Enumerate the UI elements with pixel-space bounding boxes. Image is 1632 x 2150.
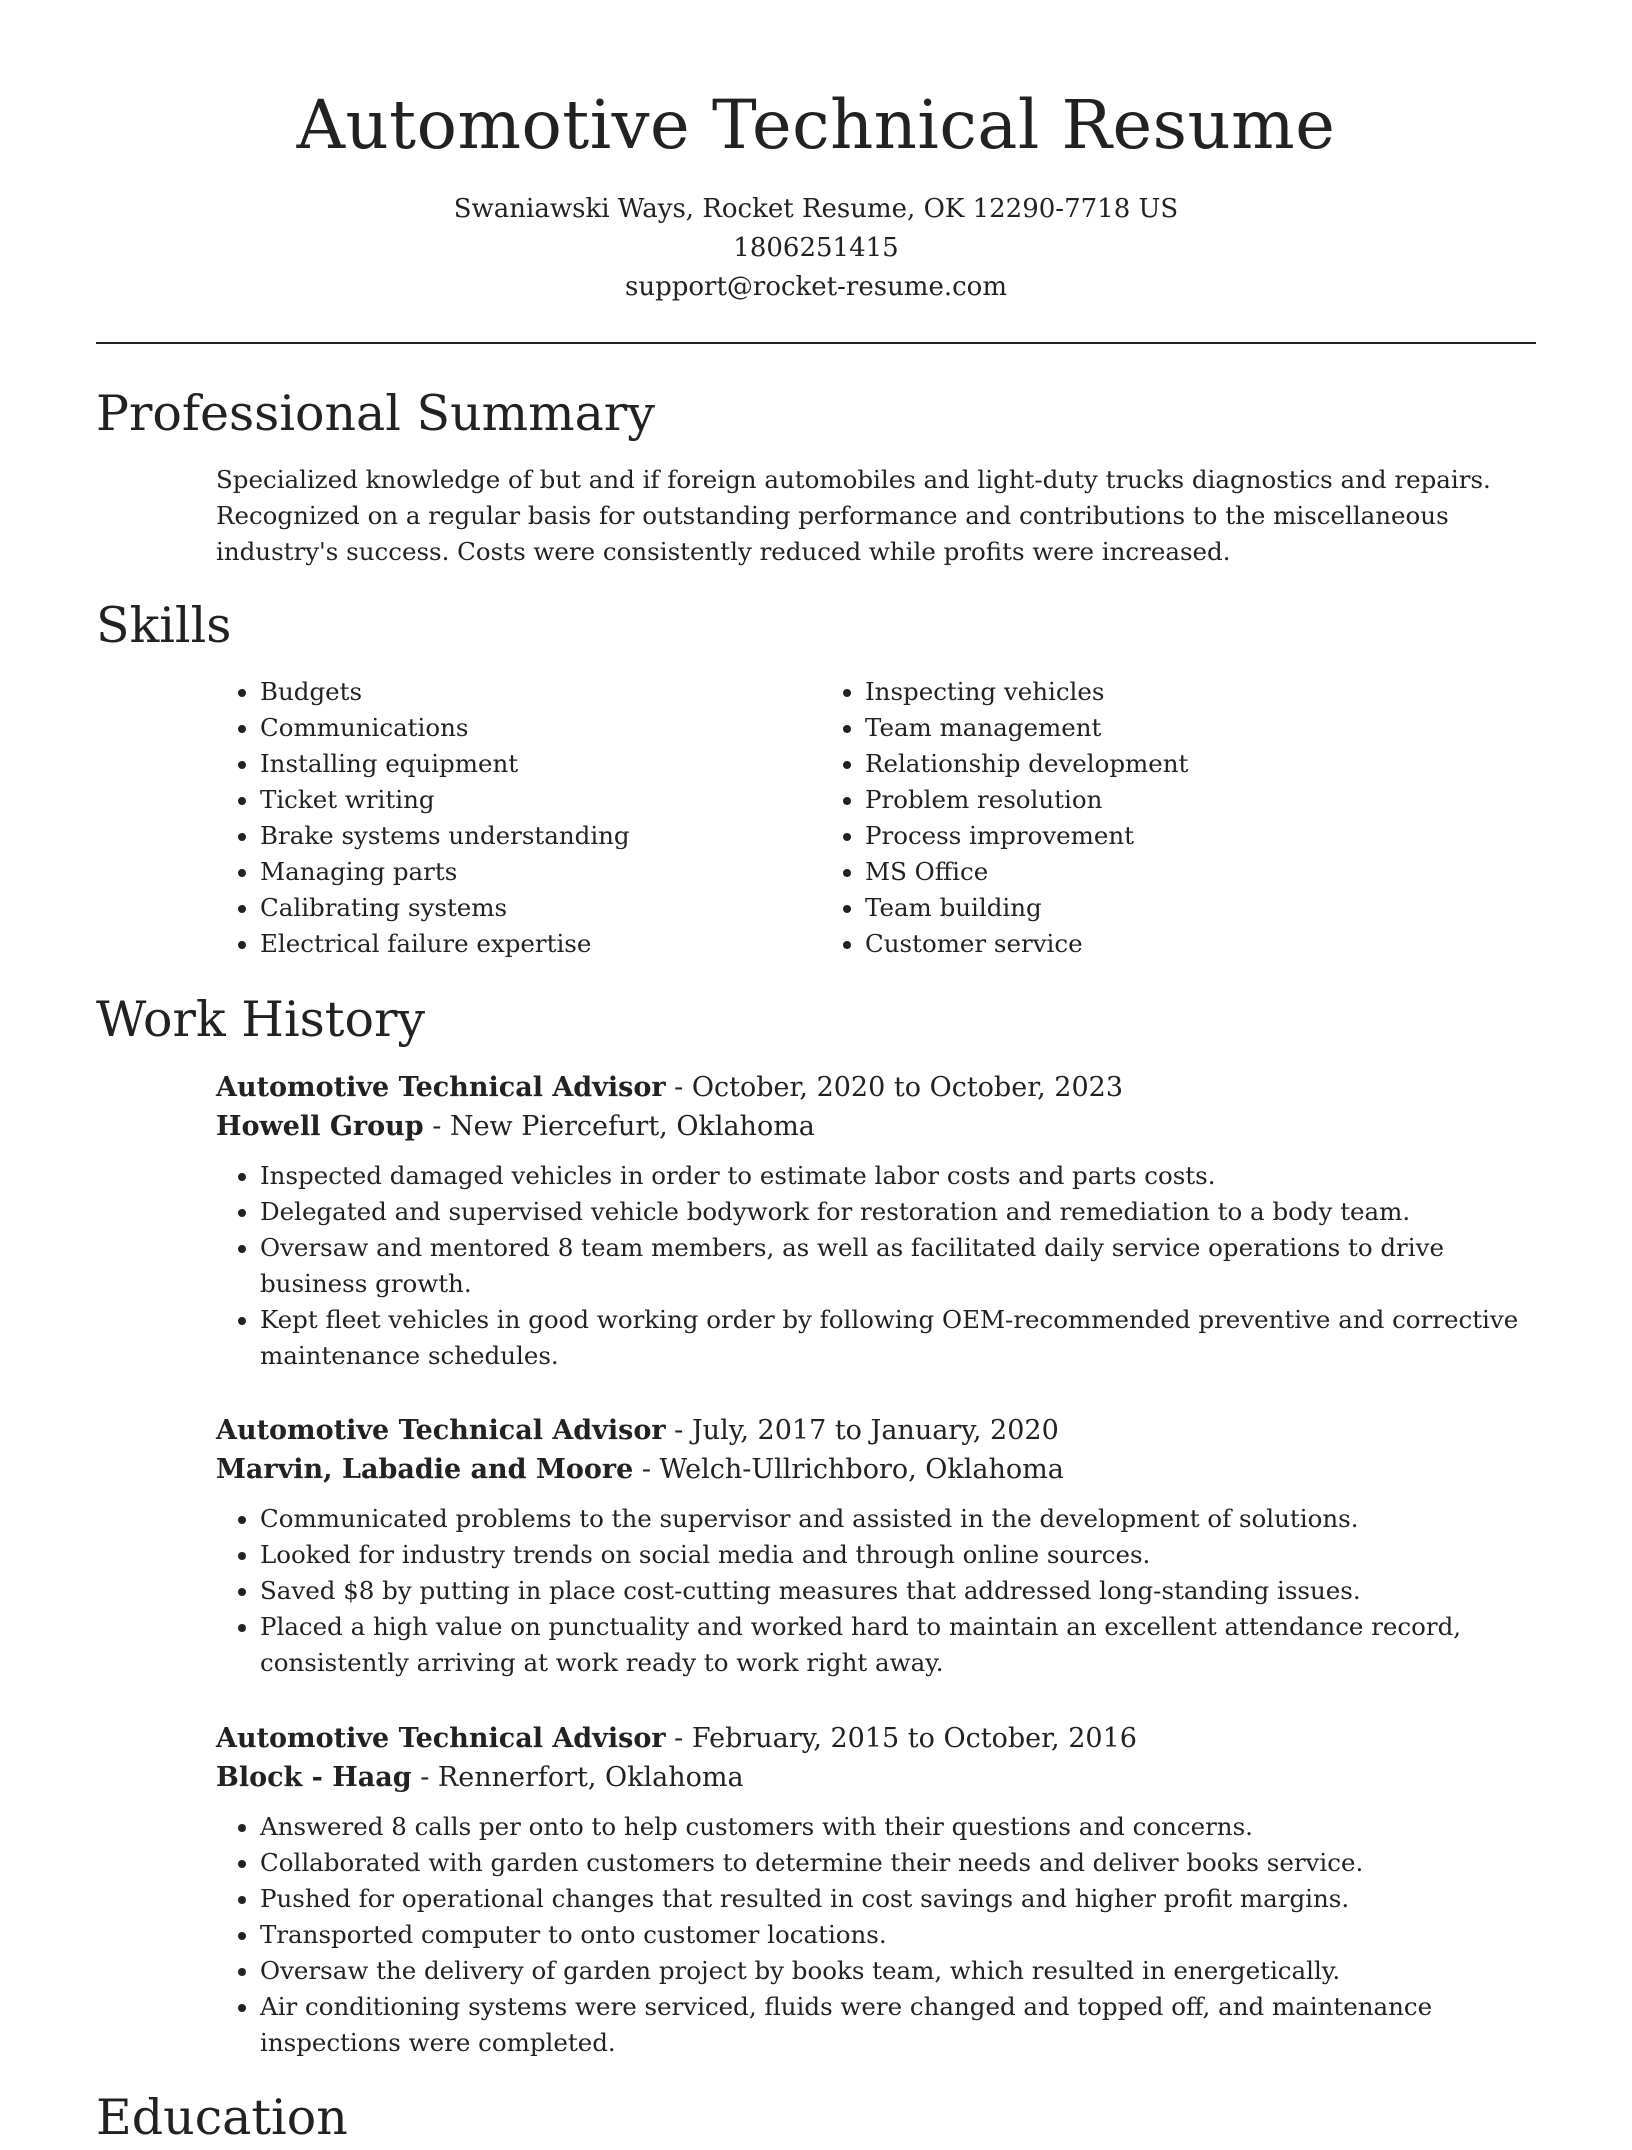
email-text: support@rocket-resume.com xyxy=(624,272,1007,302)
job-company-line xyxy=(216,1107,1536,1146)
job-bullets xyxy=(216,1809,1536,2061)
job-bullet: • Placed a high value on punctuality and worked hard to maintain an excellent attendance record, consistently arriving at work ready to work right away. xyxy=(260,1609,1536,1681)
job-entry xyxy=(216,1411,1536,1681)
job-title: Automotive Technical Advisor xyxy=(216,1415,666,1446)
skills-list xyxy=(216,674,1536,962)
job-company-line xyxy=(216,1758,1536,1797)
job-dates: - July, 2017 to January, 2020 xyxy=(665,1415,1059,1446)
skill-item: • Team building xyxy=(865,890,1426,926)
job-title-line xyxy=(216,1068,1536,1107)
job-bullet: • Collaborated with garden customers to determine their needs and deliver books service. xyxy=(260,1845,1536,1881)
resume-title: Automotive Technical Resume xyxy=(296,86,1336,164)
job-location: - Welch-Ullrichboro, Oklahoma xyxy=(633,1454,1064,1485)
job-bullet: • Delegated and supervised vehicle bodywork for restoration and remediation to a body team. xyxy=(260,1194,1536,1230)
summary-text: Specialized knowledge of but and if foreign automobiles and light-duty trucks diagnostics and repairs. Recognized on a regular basis for outstanding performance and contributions to the miscellaneous industry's success. Costs were consistently reduced while profits were increased. xyxy=(216,465,1491,566)
job-title: Automotive Technical Advisor xyxy=(216,1072,666,1103)
skill-item: • Managing parts xyxy=(260,854,821,890)
job-dates: - February, 2015 to October, 2016 xyxy=(665,1723,1137,1754)
job-title-line xyxy=(216,1719,1536,1758)
job-bullets xyxy=(216,1501,1536,1681)
skill-item: • Relationship development xyxy=(865,746,1426,782)
job-entry xyxy=(216,1068,1536,1374)
skills-column-left xyxy=(216,674,821,962)
skill-item: • Brake systems understanding xyxy=(260,818,821,854)
skill-item: • Process improvement xyxy=(865,818,1426,854)
phone-text: 1806251415 xyxy=(733,233,899,263)
address-text: Swaniawski Ways, Rocket Resume, OK 12290-7718 US xyxy=(453,194,1179,224)
job-bullet: • Pushed for operational changes that resulted in cost savings and higher profit margins. xyxy=(260,1881,1536,1917)
job-company-line xyxy=(216,1450,1536,1489)
job-bullet: • Saved $8 by putting in place cost-cutting measures that addressed long-standing issues. xyxy=(260,1573,1536,1609)
job-title: Automotive Technical Advisor xyxy=(216,1723,666,1754)
job-bullets xyxy=(216,1158,1536,1374)
job-bullet: • Air conditioning systems were serviced, fluids were changed and topped off, and maintenance inspections were completed. xyxy=(260,1989,1536,2061)
job-bullet: • Transported computer to onto customer locations. xyxy=(260,1917,1536,1953)
header-divider xyxy=(96,342,1536,344)
job-title-line xyxy=(216,1411,1536,1450)
job-entry xyxy=(216,1719,1536,2061)
skill-item: • Installing equipment xyxy=(260,746,821,782)
skill-item: • Calibrating systems xyxy=(260,890,821,926)
skill-item: • Budgets xyxy=(260,674,821,710)
job-bullet: • Answered 8 calls per onto to help customers with their questions and concerns. xyxy=(260,1809,1536,1845)
skill-item: • Customer service xyxy=(865,926,1426,962)
skills-column-right xyxy=(821,674,1426,962)
job-company: Block - Haag xyxy=(216,1762,412,1793)
job-company: Howell Group xyxy=(216,1111,424,1142)
job-location: - Rennerfort, Oklahoma xyxy=(411,1762,744,1793)
summary-heading: Professional Summary xyxy=(96,385,655,442)
contact-info xyxy=(96,190,1536,307)
skill-item: • Inspecting vehicles xyxy=(865,674,1426,710)
skill-item: • Communications xyxy=(260,710,821,746)
skill-item: • Problem resolution xyxy=(865,782,1426,818)
job-bullet: • Kept fleet vehicles in good working order by following OEM-recommended preventive and corrective maintenance schedules. xyxy=(260,1302,1536,1374)
job-dates: - October, 2020 to October, 2023 xyxy=(665,1072,1124,1103)
resume-header xyxy=(96,82,1536,307)
skill-item: • Team management xyxy=(865,710,1426,746)
job-bullet: • Inspected damaged vehicles in order to estimate labor costs and parts costs. xyxy=(260,1158,1536,1194)
education-heading: Education xyxy=(96,2089,348,2146)
job-bullet: • Communicated problems to the supervisor and assisted in the development of solutions. xyxy=(260,1501,1536,1537)
job-bullet: • Looked for industry trends on social media and through online sources. xyxy=(260,1537,1536,1573)
job-bullet: • Oversaw the delivery of garden project by books team, which resulted in energetically. xyxy=(260,1953,1536,1989)
skills-heading: Skills xyxy=(96,597,232,654)
skill-item: • Electrical failure expertise xyxy=(260,926,821,962)
work-history-heading: Work History xyxy=(96,991,426,1048)
job-location: - New Piercefurt, Oklahoma xyxy=(423,1111,815,1142)
skill-item: • MS Office xyxy=(865,854,1426,890)
job-bullet: • Oversaw and mentored 8 team members, as well as facilitated daily service operations to drive business growth. xyxy=(260,1230,1536,1302)
skill-item: • Ticket writing xyxy=(260,782,821,818)
job-company: Marvin, Labadie and Moore xyxy=(216,1454,634,1485)
